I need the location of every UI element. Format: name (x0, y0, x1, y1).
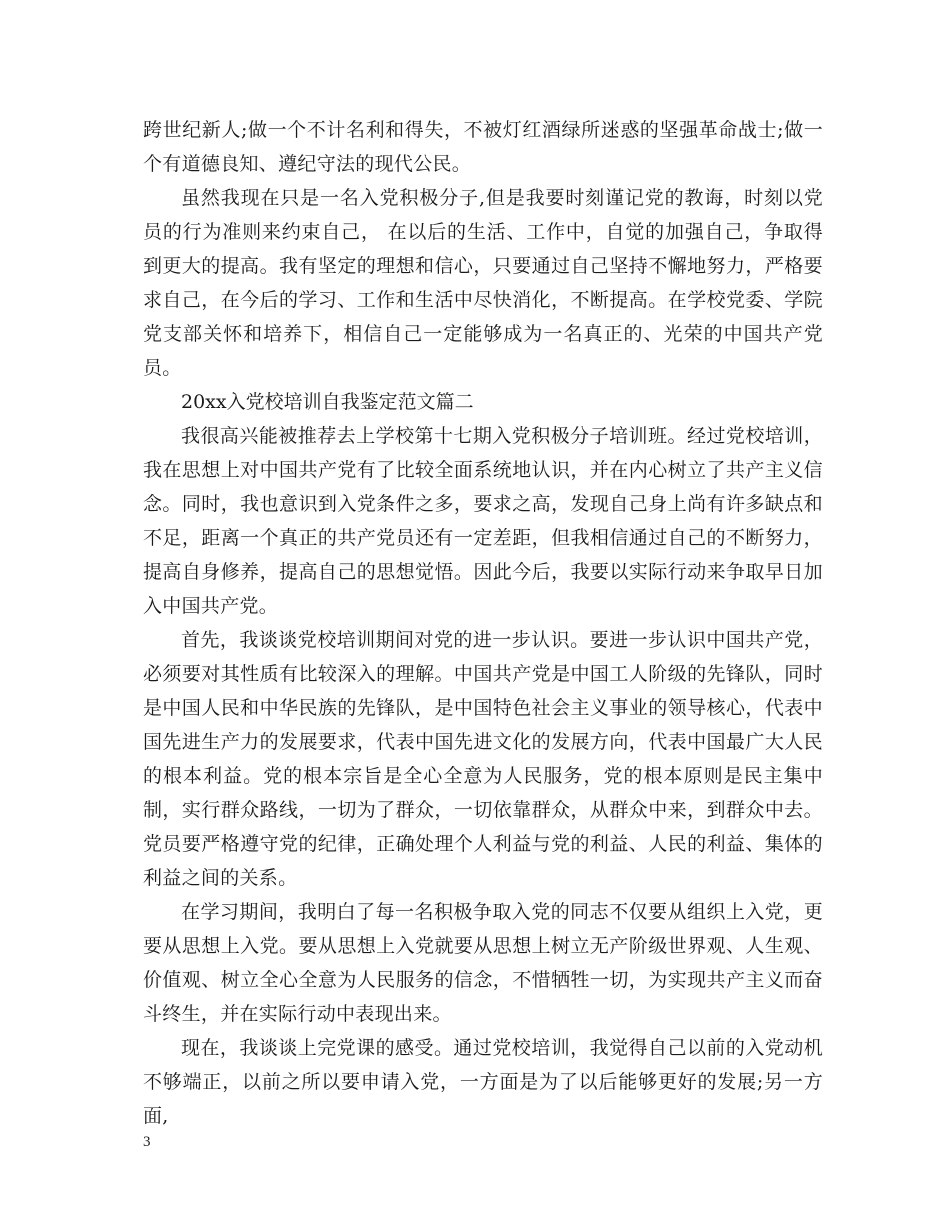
paragraph: 我很高兴能被推荐去上学校第十七期入党积极分子培训班。经过党校培训，我在思想上对中国共产党有了比较全面系统地认识，并在内心树立了共产主义信念。同时，我也意识到入党条件之多，要求之高，发现自己身上尚有许多缺点和不足，距离一个真正的共产党员还有一定差距，但我相信通过自己的不断努力，提高自身修养，提高自己的思想觉悟。因此今后，我要以实际行动来争取早日加入中国共产党。 (143, 425, 823, 617)
paragraph: 现在，我谈谈上完党课的感受。通过党校培训，我觉得自己以前的入党动机不够端正，以前之所以要申请入党，一方面是为了以后能够更好的发展;另一方面, (143, 1037, 823, 1127)
document-body (143, 113, 823, 1133)
paragraph-continuation: 跨世纪新人;做一个不计名利和得失，不被灯红酒绿所迷惑的坚强革命战士;做一个有道德良知、遵纪守法的现代公民。 (143, 119, 823, 175)
paragraph: 虽然我现在只是一名入党积极分子,但是我要时刻谨记党的教诲，时刻以党员的行为准则来约束自己， 在以后的生活、工作中，自觉的加强自己，争取得到更大的提高。我有坚定的理想和信心，只要通过自己坚持不懈地努力，严格要求自己，在今后的学习、工作和生活中尽快消化，不断提高。在学校党委、学院党支部关怀和培养下，相信自己一定能够成为一名真正的、光荣的中国共产党员。 (143, 187, 823, 379)
paragraph: 首先，我谈谈党校培训期间对党的进一步认识。要进一步认识中国共产党，必须要对其性质有比较深入的理解。中国共产党是中国工人阶级的先锋队，同时是中国人民和中华民族的先锋队，是中国特色社会主义事业的领导核心，代表中国先进生产力的发展要求，代表中国先进文化的发展方向，代表中国最广大人民的根本利益。党的根本宗旨是全心全意为人民服务，党的根本原则是民主集中制，实行群众路线，一切为了群众，一切依靠群众，从群众中来，到群众中去。党员要严格遵守党的纪律，正确处理个人利益与党的利益、人民的利益、集体的利益之间的关系。 (143, 629, 823, 889)
paragraph: 在学习期间，我明白了每一名积极争取入党的同志不仅要从组织上入党，更要从思想上入党。要从思想上入党就要从思想上树立无产阶级世界观、人生观、价值观、树立全心全意为人民服务的信念，不惜牺牲一切，为实现共产主义而奋斗终生，并在实际行动中表现出来。 (143, 901, 823, 1025)
page-number: 3 (143, 1134, 151, 1150)
section-heading: 20xx入党校培训自我鉴定范文篇二 (181, 391, 474, 413)
